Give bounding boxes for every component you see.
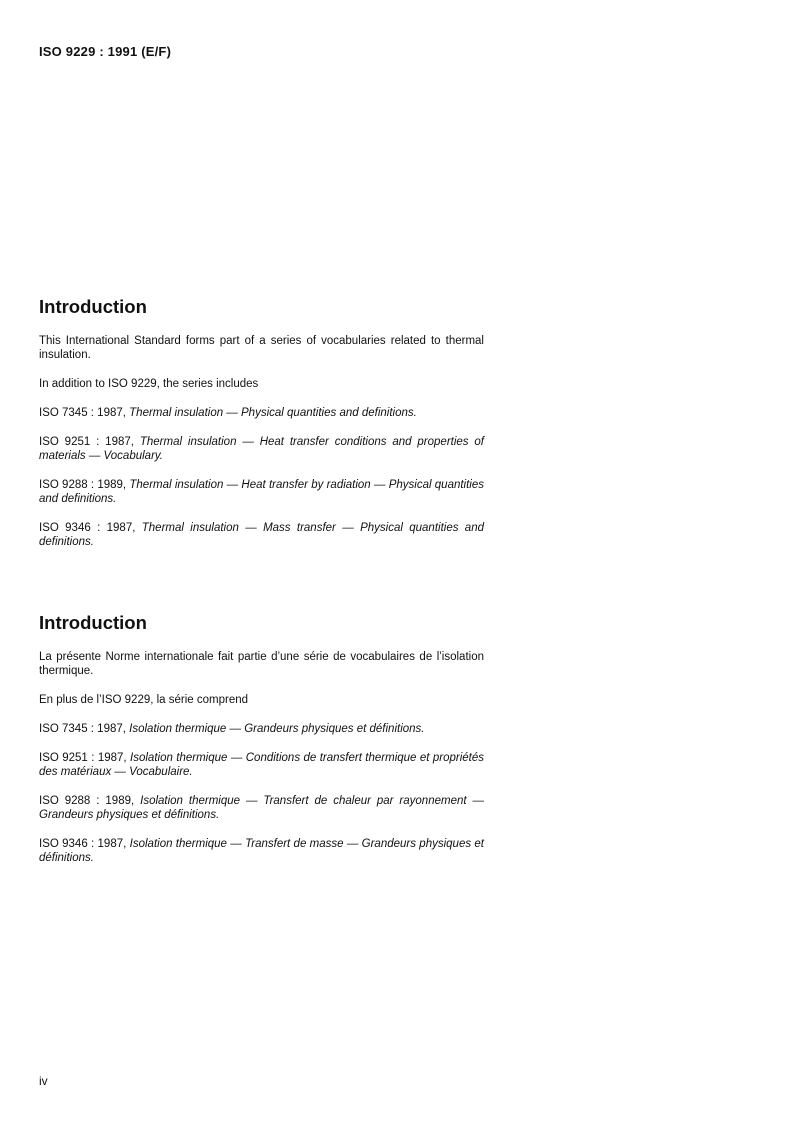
reference-number: ISO 9346 : 1987, xyxy=(39,838,127,850)
english-series-lead: In addition to ISO 9229, the series includes xyxy=(39,378,259,390)
reference-number: ISO 9251 : 1987, xyxy=(39,752,127,764)
reference-number: ISO 9251 : 1987, xyxy=(39,436,134,448)
reference-title: Thermal insulation — Heat transfer by radiation — Physical quantities and definitions. xyxy=(39,479,485,505)
page-number: iv xyxy=(39,1074,48,1088)
reference-title: Thermal insulation — Heat transfer conditions and properties of materials — Vocabulary. xyxy=(39,436,485,462)
reference-title: Thermal insulation — Physical quantities and definitions. xyxy=(129,407,417,419)
french-reference-item xyxy=(39,751,484,779)
french-reference-item xyxy=(39,837,484,865)
reference-number: ISO 7345 : 1987, xyxy=(39,407,126,419)
english-heading: Introduction xyxy=(39,296,147,317)
reference-number: ISO 9346 : 1987, xyxy=(39,522,136,534)
french-intro-paragraph: La présente Norme internationale fait partie d’une série de vocabulaires de l’isolation thermique. xyxy=(39,651,484,677)
reference-number: ISO 9288 : 1989, xyxy=(39,479,127,491)
reference-title: Isolation thermique — Conditions de transfert thermique et propriétés des matériaux — Vocabulaire. xyxy=(39,752,484,778)
french-reference-item xyxy=(39,722,484,736)
english-intro-paragraph: This International Standard forms part of a series of vocabularies related to thermal insulation. xyxy=(39,335,484,361)
french-reference-item xyxy=(39,794,484,822)
english-reference-item xyxy=(39,406,484,420)
english-reference-item xyxy=(39,478,484,506)
english-reference-item xyxy=(39,435,484,463)
french-heading: Introduction xyxy=(39,612,147,633)
document-identifier: ISO 9229 : 1991 (E/F) xyxy=(39,44,172,59)
french-series-lead: En plus de l’ISO 9229, la série comprend xyxy=(39,694,249,706)
reference-title: Isolation thermique — Grandeurs physiques et définitions. xyxy=(129,723,425,735)
reference-number: ISO 9288 : 1989, xyxy=(39,795,135,807)
reference-number: ISO 7345 : 1987, xyxy=(39,723,126,735)
reference-title: Isolation thermique — Transfert de masse — Grandeurs physiques et définitions. xyxy=(39,838,485,864)
english-introduction-section xyxy=(39,296,484,564)
english-reference-item xyxy=(39,521,484,549)
reference-title: Isolation thermique — Transfert de chaleur par rayonnement — Grandeurs physiques et définitions. xyxy=(39,795,484,821)
reference-title: Thermal insulation — Mass transfer — Physical quantities and definitions. xyxy=(39,522,484,548)
french-introduction-section xyxy=(39,612,484,880)
